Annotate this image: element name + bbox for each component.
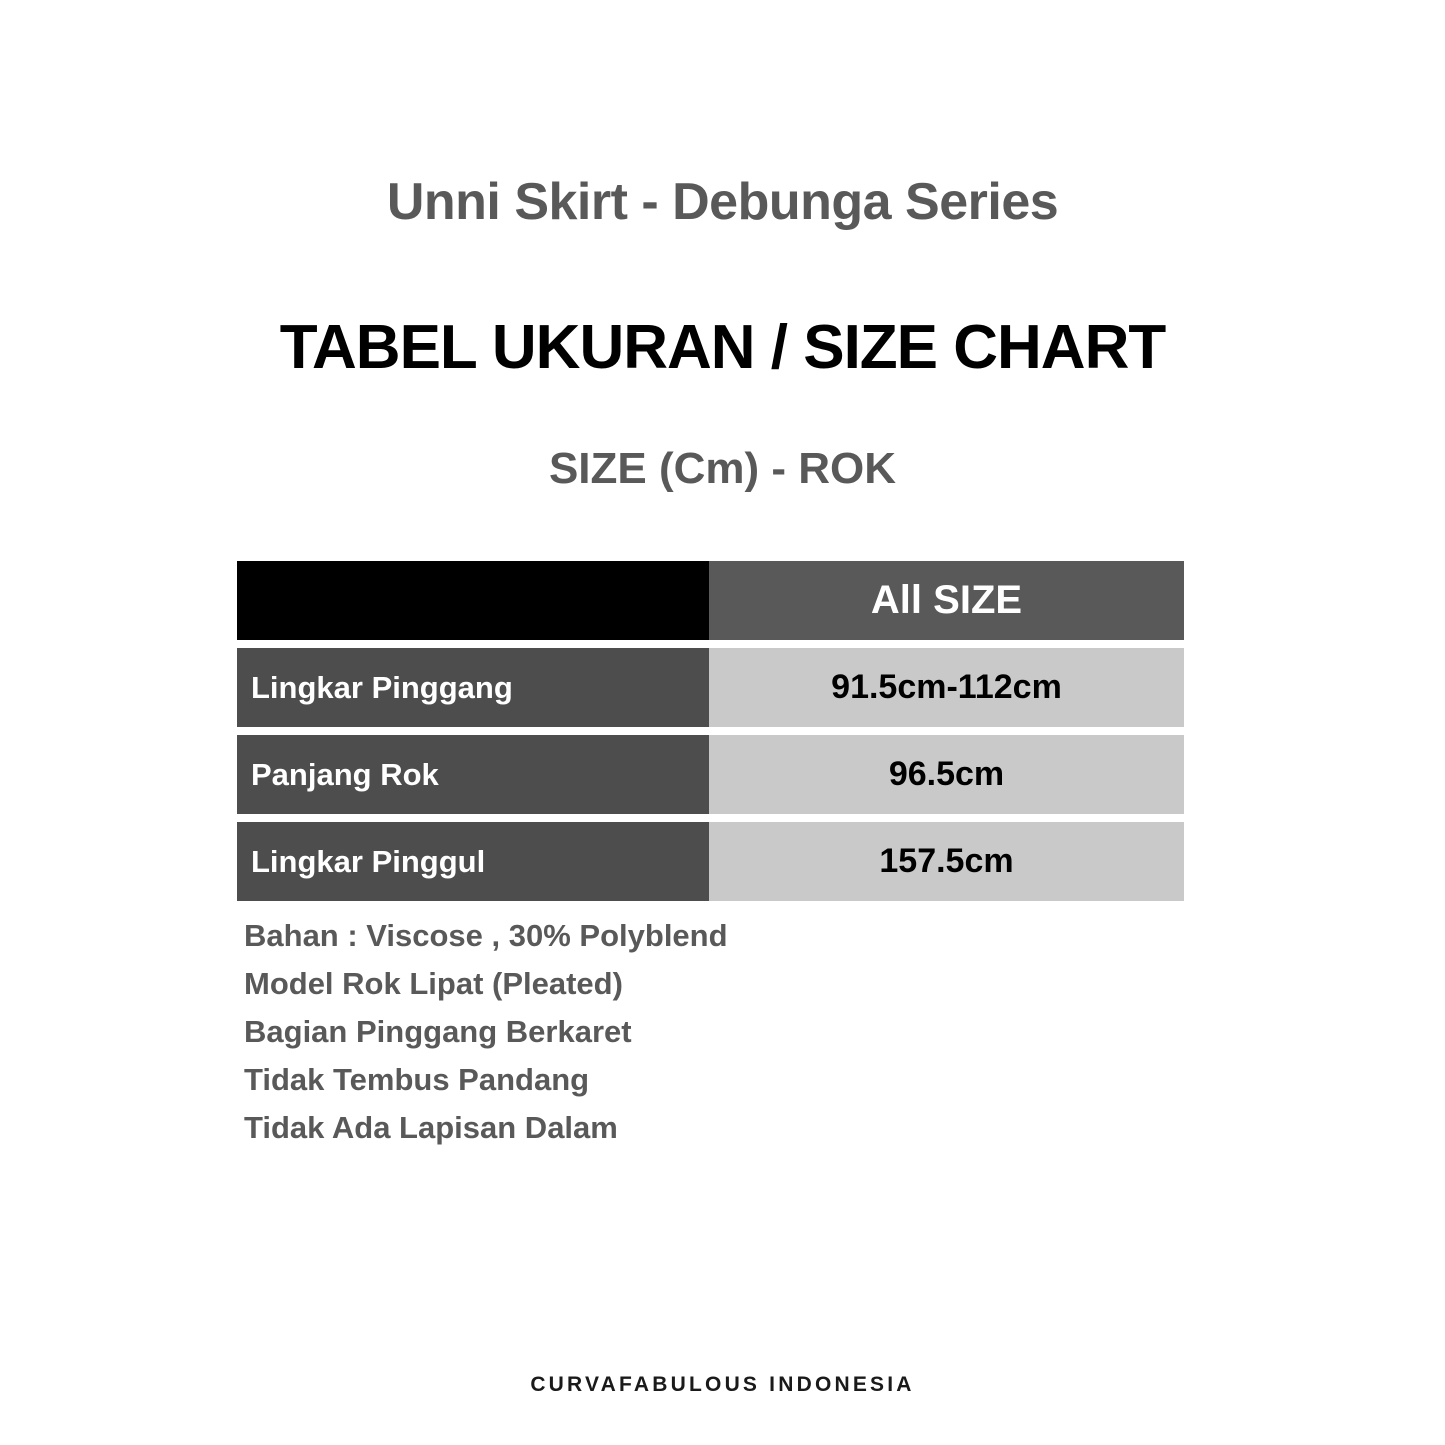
row-value: 157.5cm	[709, 822, 1184, 901]
spacer-cell	[237, 727, 709, 735]
table-row-spacer	[237, 727, 1184, 735]
detail-line: Model Rok Lipat (Pleated)	[244, 966, 623, 1001]
row-label: Lingkar Pinggang	[237, 648, 709, 727]
size-chart-table	[237, 561, 1184, 901]
product-details-list	[244, 912, 728, 1152]
spacer-cell	[709, 814, 1184, 822]
table-row	[237, 822, 1184, 901]
spacer-cell	[709, 727, 1184, 735]
row-value: 91.5cm-112cm	[709, 648, 1184, 727]
table-header-row	[237, 561, 1184, 640]
detail-line: Tidak Tembus Pandang	[244, 1062, 590, 1097]
row-label: Panjang Rok	[237, 735, 709, 814]
table-row-spacer	[237, 814, 1184, 822]
detail-line: Tidak Ada Lapisan Dalam	[244, 1110, 618, 1145]
row-label: Lingkar Pinggul	[237, 822, 709, 901]
page-title: TABEL UKURAN / SIZE CHART	[279, 313, 1166, 382]
brand-footer: CURVAFABULOUS INDONESIA	[530, 1373, 915, 1396]
detail-line: Bahan : Viscose , 30% Polyblend	[244, 918, 728, 953]
spacer-cell	[237, 640, 709, 648]
spacer-cell	[237, 814, 709, 822]
table-row-spacer	[237, 640, 1184, 648]
detail-line: Bagian Pinggang Berkaret	[244, 1014, 632, 1049]
spacer-cell	[709, 640, 1184, 648]
header-label-cell	[237, 561, 709, 640]
size-unit-subtitle: SIZE (Cm) - ROK	[548, 444, 897, 493]
table-row	[237, 648, 1184, 727]
header-value-cell: All SIZE	[709, 561, 1184, 640]
product-title: Unni Skirt - Debunga Series	[386, 173, 1059, 231]
row-value: 96.5cm	[709, 735, 1184, 814]
table-row	[237, 735, 1184, 814]
